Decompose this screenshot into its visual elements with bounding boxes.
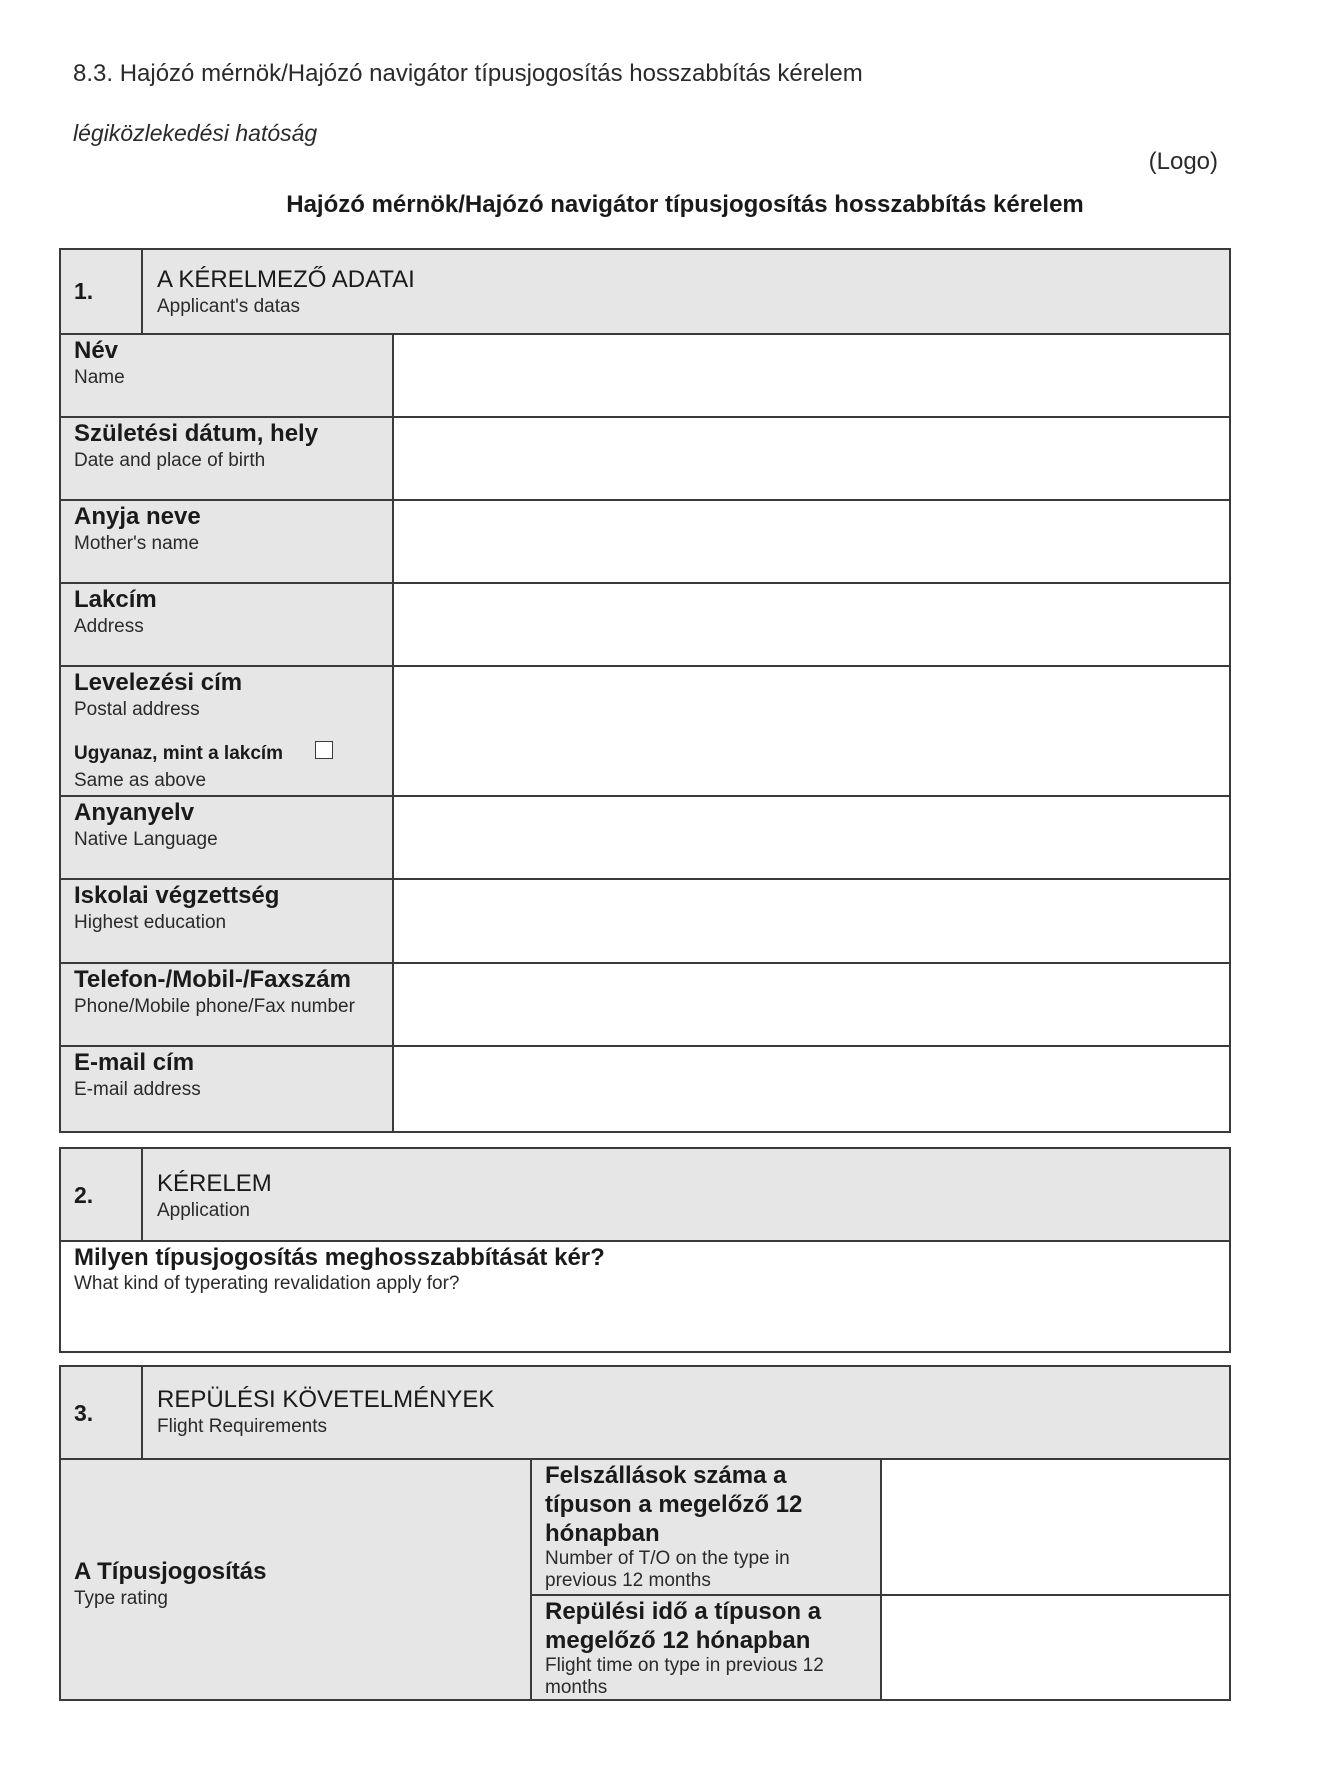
field-label-en: Address — [74, 616, 144, 637]
field-label-cell — [61, 335, 394, 416]
authority-name: légiközlekedési hatóság — [73, 120, 318, 146]
section-application — [59, 1147, 1231, 1353]
address-input[interactable] — [394, 584, 1229, 665]
education-input[interactable] — [394, 880, 1229, 962]
section-flight-requirements — [59, 1365, 1231, 1701]
postal-address-input[interactable] — [394, 667, 1229, 795]
logo-placeholder: (Logo) — [1148, 148, 1218, 175]
field-label-en: E-mail address — [74, 1079, 201, 1100]
field-label-en: Postal address — [74, 699, 200, 720]
same-as-address-checkbox[interactable] — [315, 741, 333, 759]
field-label-hu: Lakcím — [74, 586, 157, 613]
field-label-hu: Születési dátum, hely — [74, 420, 319, 447]
section-header — [61, 250, 1229, 333]
section-header — [61, 1367, 1229, 1458]
field-label-en: Name — [74, 367, 125, 388]
field-label-en: Native Language — [74, 829, 218, 850]
section-subtitle: Applicant's datas — [157, 296, 301, 317]
field-label-hu: Telefon-/Mobil-/Faxszám — [74, 966, 351, 993]
field-label-en: Highest education — [74, 912, 227, 933]
field-label-hu: Név — [74, 337, 119, 364]
flight-time-label-hu: Repülési idő a típuson a megelőző 12 hónapban — [545, 1598, 822, 1654]
birth-date-place-input[interactable] — [394, 418, 1229, 499]
field-label-hu: Anyja neve — [74, 503, 201, 530]
section-title: REPÜLÉSI KÖVETELMÉNYEK — [157, 1386, 495, 1413]
field-label-hu: E-mail cím — [74, 1049, 195, 1076]
flight-time-label-cell — [532, 1594, 882, 1699]
name-input[interactable] — [394, 335, 1229, 416]
field-label-en: Date and place of birth — [74, 450, 266, 471]
field-row-education — [61, 878, 1229, 962]
field-row-birth — [61, 416, 1229, 499]
takeoffs-label-en: Number of T/O on the type in previous 12 months — [545, 1548, 790, 1591]
field-label-cell — [61, 501, 394, 582]
application-question-en: What kind of typerating revalidation apply for? — [74, 1273, 460, 1294]
section-subtitle: Application — [157, 1200, 250, 1221]
field-label-cell — [61, 880, 394, 962]
section-number-cell — [61, 1367, 143, 1458]
mothers-name-input[interactable] — [394, 501, 1229, 582]
field-label-cell — [61, 418, 394, 499]
email-input[interactable] — [394, 1047, 1229, 1131]
field-label-en: Phone/Mobile phone/Fax number — [74, 996, 355, 1017]
application-question-row — [61, 1240, 1229, 1351]
flight-requirements-body — [61, 1458, 1229, 1699]
field-label-cell — [61, 964, 394, 1045]
section-header — [61, 1149, 1229, 1240]
flight-time-input[interactable] — [882, 1594, 1229, 1699]
section-number-cell — [61, 1149, 143, 1240]
section-number: 2. — [74, 1182, 94, 1208]
field-row-postal-address — [61, 665, 1229, 795]
type-rating-cell[interactable] — [61, 1460, 532, 1699]
takeoffs-label-cell — [532, 1460, 882, 1594]
field-row-name — [61, 333, 1229, 416]
same-as-address-label-en: Same as above — [74, 770, 207, 791]
application-answer-input[interactable] — [74, 1298, 1216, 1345]
flight-time-label-en: Flight time on type in previous 12 months — [545, 1655, 824, 1698]
field-row-email — [61, 1045, 1229, 1131]
field-label-hu: Iskolai végzettség — [74, 882, 280, 909]
section-title: A KÉRELMEZŐ ADATAI — [157, 266, 415, 293]
section-number-cell — [61, 250, 143, 333]
field-label-en: Mother's name — [74, 533, 200, 554]
field-row-native-language — [61, 795, 1229, 878]
type-rating-label-en: Type rating — [74, 1588, 168, 1609]
field-label-cell — [61, 1047, 394, 1131]
same-as-address-label-hu: Ugyanaz, mint a lakcím — [74, 743, 284, 764]
section-number: 1. — [74, 278, 94, 304]
type-rating-label-hu: A Típusjogosítás — [74, 1558, 267, 1585]
section-title: KÉRELEM — [157, 1170, 272, 1197]
section-subtitle: Flight Requirements — [157, 1416, 328, 1437]
takeoffs-input[interactable] — [882, 1460, 1229, 1594]
field-label-cell — [61, 797, 394, 878]
section-applicant-data — [59, 248, 1231, 1133]
takeoffs-label-hu: Felszállások száma a típuson a megelőző 12 hónapban — [545, 1462, 803, 1547]
field-row-address — [61, 582, 1229, 665]
field-label-hu: Anyanyelv — [74, 799, 195, 826]
field-label-hu: Levelezési cím — [74, 669, 243, 696]
field-label-cell — [61, 584, 394, 665]
field-label-cell — [61, 667, 394, 795]
form-title: Hajózó mérnök/Hajózó navigátor típusjogosítás hosszabbítás kérelem — [286, 191, 1084, 218]
section-number: 3. — [74, 1400, 94, 1426]
field-row-phone — [61, 962, 1229, 1045]
application-question-hu: Milyen típusjogosítás meghosszabbítását kér? — [74, 1244, 605, 1271]
phone-input[interactable] — [394, 964, 1229, 1045]
field-row-mothers-name — [61, 499, 1229, 582]
native-language-input[interactable] — [394, 797, 1229, 878]
document-heading: 8.3. Hajózó mérnök/Hajózó navigátor típusjogosítás hosszabbítás kérelem — [73, 60, 863, 87]
